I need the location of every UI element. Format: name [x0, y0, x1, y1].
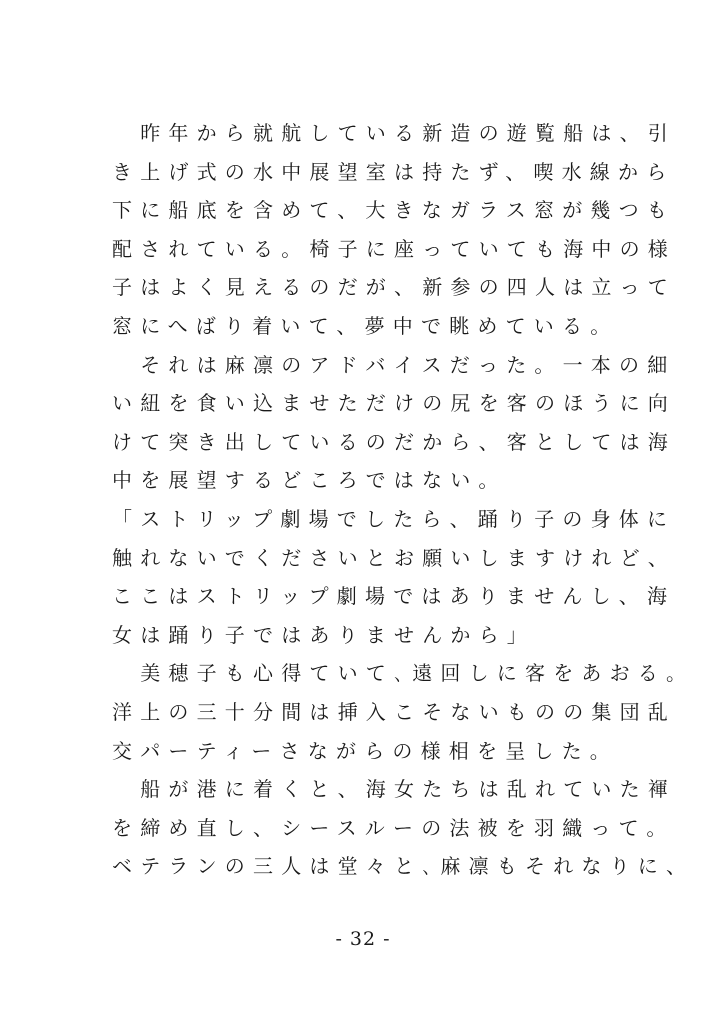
- page-number: - 32 -: [335, 928, 391, 950]
- text-line: 下に船底を含めて、大きなガラス窓が幾つも: [112, 198, 675, 223]
- text-line: 昨年から就航している新造の遊覧船は、引: [112, 121, 676, 145]
- text-line: 洋上の三十分間は挿入こそないものの集団乱: [112, 699, 676, 724]
- text-line: 触れないでくださいとお願いしますけれど、: [112, 545, 676, 570]
- text-line: 窓にへばり着いて、夢中で眺めている。: [112, 313, 619, 338]
- text-line: を締め直し、シースルーの法被を羽織って。: [112, 815, 675, 840]
- text-line: それは麻凛のアドバイスだった。一本の細: [112, 352, 676, 377]
- text-line: 女は踊り子ではありませんから」: [112, 622, 535, 647]
- text-line: ここはストリップ劇場ではありませんし、海: [112, 584, 676, 609]
- text-line: 「ストリップ劇場でしたら、踊り子の身体に: [112, 506, 676, 531]
- text-line: き上げ式の水中展望室は持たず、喫水線から: [112, 159, 675, 184]
- text-line: い紐を食い込ませただけの尻を客のほうに向: [112, 391, 676, 416]
- text-line: ベテランの三人は堂々と､麻凛もそれなりに、: [112, 854, 695, 879]
- text-line: 美穂子も心得ていて､遠回しに客をあおる。: [112, 661, 695, 686]
- text-line: 交パーティーさながらの様相を呈した。: [112, 738, 618, 763]
- body-text: [112, 114, 695, 886]
- text-line: 船が港に着くと、海女たちは乱れていた褌: [112, 777, 676, 802]
- text-line: 子はよく見えるのだが、新参の四人は立って: [112, 275, 676, 300]
- text-line: 中を展望するどころではない。: [112, 468, 507, 493]
- text-line: 配されている。椅子に座っていても海中の様: [112, 236, 676, 261]
- text-line: けて突き出しているのだから、客としては海: [112, 429, 676, 454]
